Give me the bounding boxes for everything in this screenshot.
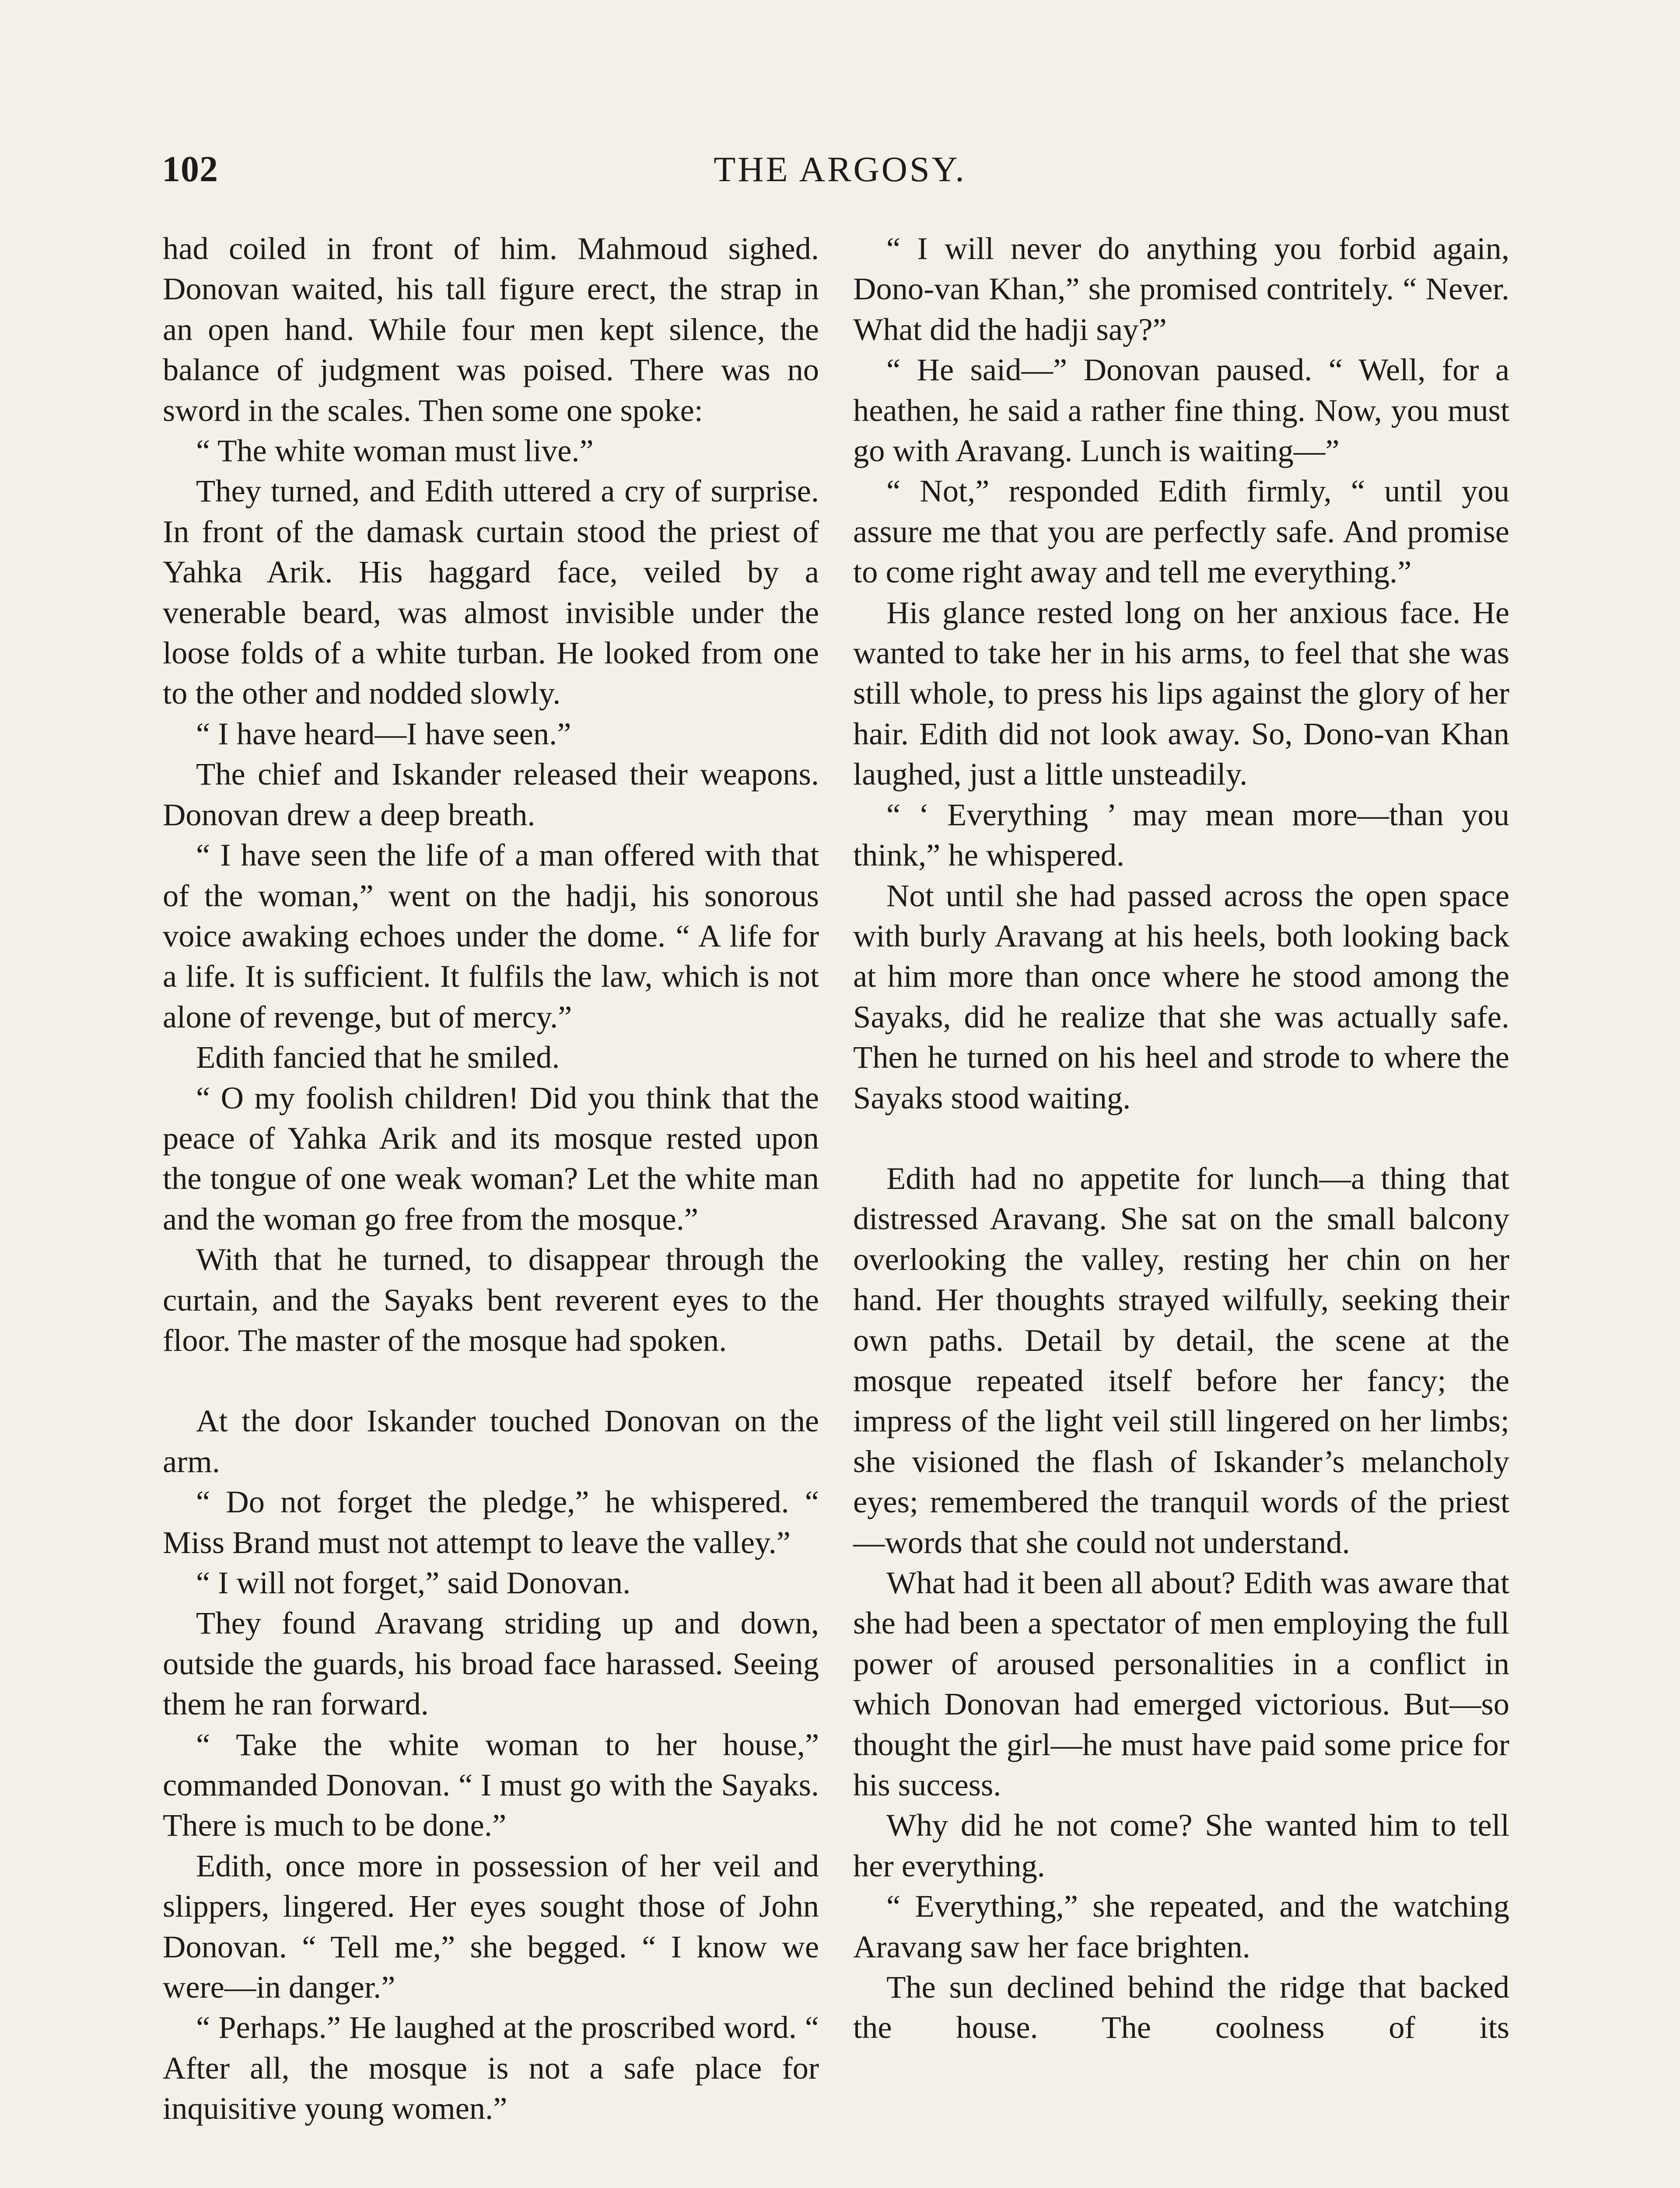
paragraph: “ Not,” responded Edith firmly, “ until you assure me that you are perfectly safe. And promise to come right away and tell me everything.” xyxy=(853,473,1509,590)
paragraph: had coiled in front of him. Mahmoud sighed. Donovan waited, his tall figure erect, the strap in an open hand. While four men kept silence, the balance of judgment was poised. There was no sword in the scales. Then some one spoke: xyxy=(163,231,819,428)
paragraph: “ Perhaps.” He laughed at the proscribed word. “ After all, the mosque is not a safe place for inquisitive young women.” xyxy=(163,2009,819,2126)
paragraph: Not until she had passed across the open space with burly Aravang at his heels, both looking back at him more than once where he stood among the Sayaks, did he realize that she was actually safe. Then he turned on his heel and strode to where the Sayaks stood waiting. xyxy=(853,877,1509,1115)
paragraph: They turned, and Edith uttered a cry of surprise. In front of the damask curtain stood the priest of Yahka Arik. His haggard face, veiled by a venerable beard, was almost invisible under the loose folds of a white turban. He looked from one to the other and nodded slowly. xyxy=(163,473,819,711)
paragraph: “ ‘ Everything ’ may mean more—than you think,” he whispered. xyxy=(853,796,1509,873)
paragraph: His glance rested long on her anxious face. He wanted to take her in his arms, to feel that she was still whole, to press his lips against the glory of her hair. Edith did not look away. So, Dono-van Khan laughed, just a little unsteadily. xyxy=(853,594,1509,792)
paragraph: Why did he not come? She wanted him to tell her everything. xyxy=(853,1807,1509,1883)
paragraph: “ I will never do anything you forbid again, Dono-van Khan,” she promised contritely. “ Never. What did the hadji say?” xyxy=(853,231,1509,347)
paragraph: “ O my foolish children! Did you think that the peace of Yahka Arik and its mosque rested upon the tongue of one weak woman? Let the white man and the woman go free from the mosque.” xyxy=(163,1080,819,1237)
right-text-column xyxy=(853,228,1509,2048)
running-title: THE ARGOSY. xyxy=(714,149,966,189)
paragraph: Edith, once more in possession of her veil and slippers, lingered. Her eyes sought those of John Donovan. “ Tell me,” she begged. “ I know we were—in danger.” xyxy=(163,1848,819,2005)
paragraph: The chief and Iskander released their weapons. Donovan drew a deep breath. xyxy=(163,756,819,832)
paragraph: At the door Iskander touched Donovan on the arm. xyxy=(163,1403,819,1479)
paragraph: “ He said—” Donovan paused. “ Well, for a heathen, he said a rather fine thing. Now, you must go with Aravang. Lunch is waiting—” xyxy=(853,352,1509,469)
paragraph: “ Everything,” she repeated, and the watching Aravang saw her face brighten. xyxy=(853,1888,1509,1964)
paragraph: What had it been all about? Edith was aware that she had been a spectator of men employing the full power of aroused personalities in a conflict in which Donovan had emerged victorious. But—so thought the girl—he must have paid some price for his success. xyxy=(853,1565,1509,1803)
paragraph: Edith had no appetite for lunch—a thing that distressed Aravang. She sat on the small balcony overlooking the valley, resting her chin on her hand. Her thoughts strayed wilfully, seeking their own paths. Detail by detail, the scene at the mosque repeated itself before her fancy; the impress of the light veil still lingered on her limbs; she visioned the flash of Iskander’s melancholy eyes; remembered the tranquil words of the priest—words that she could not understand. xyxy=(853,1160,1509,1560)
paragraph: “ I have heard—I have seen.” xyxy=(196,715,571,751)
paragraph: “ I have seen the life of a man offered with that of the woman,” went on the hadji, his sonorous voice awaking echoes under the dome. “ A life for a life. It is sufficient. It fulfils the law, which is not alone of revenge, but of mercy.” xyxy=(163,837,819,1034)
paragraph: “ I will not forget,” said Donovan. xyxy=(196,1565,631,1600)
paragraph: “ Do not forget the pledge,” he whispered. “ Miss Brand must not attempt to leave the valley.” xyxy=(163,1484,819,1560)
paragraph: They found Aravang striding up and down, outside the guards, his broad face harassed. Seeing them he ran forward. xyxy=(163,1605,819,1722)
paragraph: “ Take the white woman to her house,” commanded Donovan. “ I must go with the Sayaks. There is much to be done.” xyxy=(163,1726,819,1843)
page-number: 102 xyxy=(162,149,218,189)
paragraph: “ The white woman must live.” xyxy=(196,433,594,469)
paragraph: Edith fancied that he smiled. xyxy=(196,1039,560,1075)
paragraph: The sun declined behind the ridge that backed the house. The coolness of its xyxy=(853,1969,1509,2045)
paragraph: With that he turned, to disappear through the curtain, and the Sayaks bent reverent eyes to the floor. The master of the mosque had spoken. xyxy=(163,1241,819,1358)
left-text-column xyxy=(163,228,819,2129)
